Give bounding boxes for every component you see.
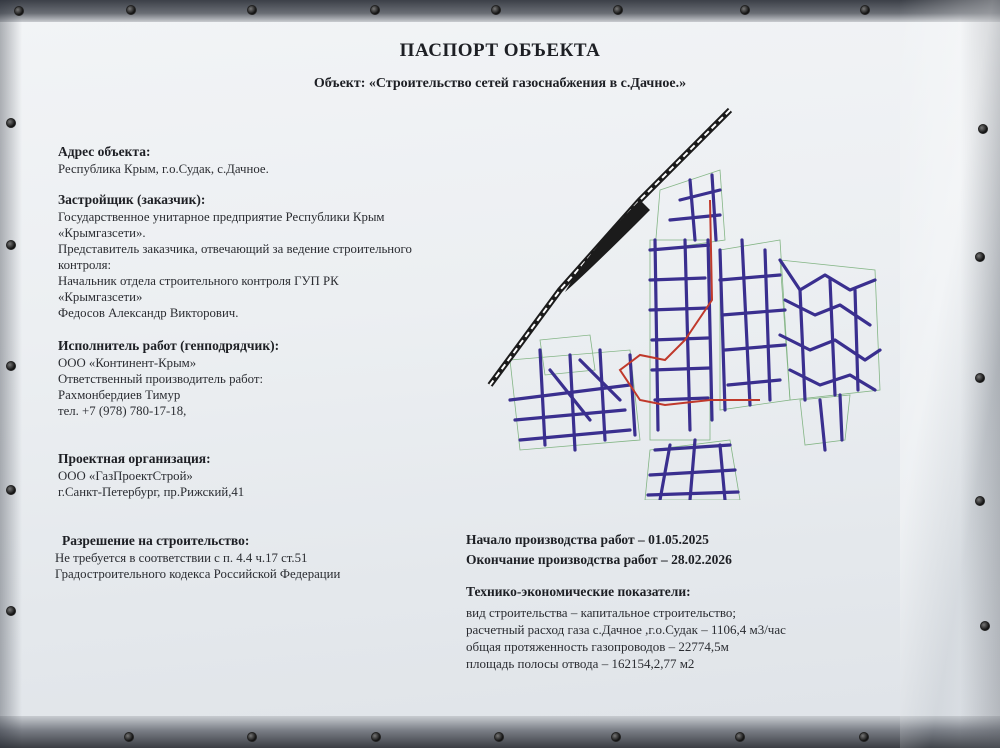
- contractor-line: Ответственный производитель работ:: [58, 372, 264, 386]
- permit-heading: Разрешение на строительство:: [62, 533, 250, 548]
- designer-heading: Проектная организация:: [58, 451, 211, 466]
- left-shadow: [0, 0, 22, 748]
- work-dates: [466, 530, 732, 570]
- grommet: [247, 5, 257, 15]
- grommet: [975, 252, 985, 262]
- grommet: [6, 485, 16, 495]
- grommet: [975, 496, 985, 506]
- contractor-line: Рахмонбердиев Тимур: [58, 388, 181, 402]
- grommet: [126, 5, 136, 15]
- grommet: [247, 732, 257, 742]
- permit-line: Градостроительного кодекса Российской Федерации: [55, 567, 341, 581]
- developer-line: Федосов Александр Викторович.: [58, 306, 239, 320]
- developer-line: контроля:: [58, 258, 112, 272]
- contractor-line: ООО «Континент-Крым»: [58, 356, 197, 370]
- grommet: [6, 118, 16, 128]
- object-subtitle: Объект: «Строительство сетей газоснабжения в с.Дачное.»: [313, 76, 687, 91]
- grommet: [611, 732, 621, 742]
- address-heading: Адрес объекта:: [58, 144, 151, 159]
- grommet: [370, 5, 380, 15]
- end-date: Окончание производства работ – 28.02.2026: [466, 552, 732, 567]
- grommet: [6, 606, 16, 616]
- developer-heading: Застройщик (заказчик):: [58, 192, 206, 207]
- developer-line: «Крымгазсети».: [58, 226, 146, 240]
- indicator-line: площадь полосы отвода – 162154,2,77 м2: [466, 656, 695, 671]
- developer-line: «Крымгазсети»: [58, 290, 143, 304]
- indicator-line: общая протяженность газопроводов – 22774,5м: [466, 639, 729, 654]
- grommet: [6, 240, 16, 250]
- grommet: [14, 6, 24, 16]
- grommet: [124, 732, 134, 742]
- grommet: [980, 621, 990, 631]
- indicators-heading: Технико-экономические показатели:: [466, 584, 691, 599]
- grommet: [491, 5, 501, 15]
- gas-network-map: [480, 100, 900, 500]
- developer-text: [58, 209, 412, 321]
- start-date: Начало производства работ – 01.05.2025: [466, 532, 709, 547]
- grommet: [860, 5, 870, 15]
- fabric-fold: [900, 0, 1000, 748]
- designer-line: ООО «ГазПроектСтрой»: [58, 469, 193, 483]
- indicators-text: [466, 604, 786, 672]
- permit-line: Не требуется в соответствии с п. 4.4 ч.17 ст.51: [55, 551, 308, 565]
- designer-line: г.Санкт-Петербург, пр.Рижский,41: [58, 485, 245, 499]
- permit-text: [55, 550, 340, 582]
- grommet: [859, 732, 869, 742]
- grommet: [978, 124, 988, 134]
- grommet: [975, 373, 985, 383]
- designer-text: [58, 468, 244, 500]
- grommet: [494, 732, 504, 742]
- developer-line: Представитель заказчика, отвечающий за ведение строительного: [58, 242, 412, 256]
- address-line: Республика Крым, г.о.Судак, с.Дачное.: [58, 162, 269, 176]
- grommet: [740, 5, 750, 15]
- contractor-line: тел. +7 (978) 780-17-18,: [58, 404, 187, 418]
- address-text: [58, 161, 269, 177]
- indicator-line: вид строительства – капитальное строительство;: [466, 605, 737, 620]
- grommet: [371, 732, 381, 742]
- contractor-heading: Исполнитель работ (генподрядчик):: [58, 338, 280, 353]
- grommet: [6, 361, 16, 371]
- page-title: ПАСПОРТ ОБЪЕКТА: [399, 40, 601, 61]
- indicator-line: расчетный расход газа с.Дачное ,г.о.Судак – 1106,4 м3/час: [466, 622, 786, 637]
- grommet: [613, 5, 623, 15]
- contractor-text: [58, 355, 263, 419]
- developer-line: Начальник отдела строительного контроля ГУП РК: [58, 274, 339, 288]
- grommet: [735, 732, 745, 742]
- developer-line: Государственное унитарное предприятие Республики Крым: [58, 210, 385, 224]
